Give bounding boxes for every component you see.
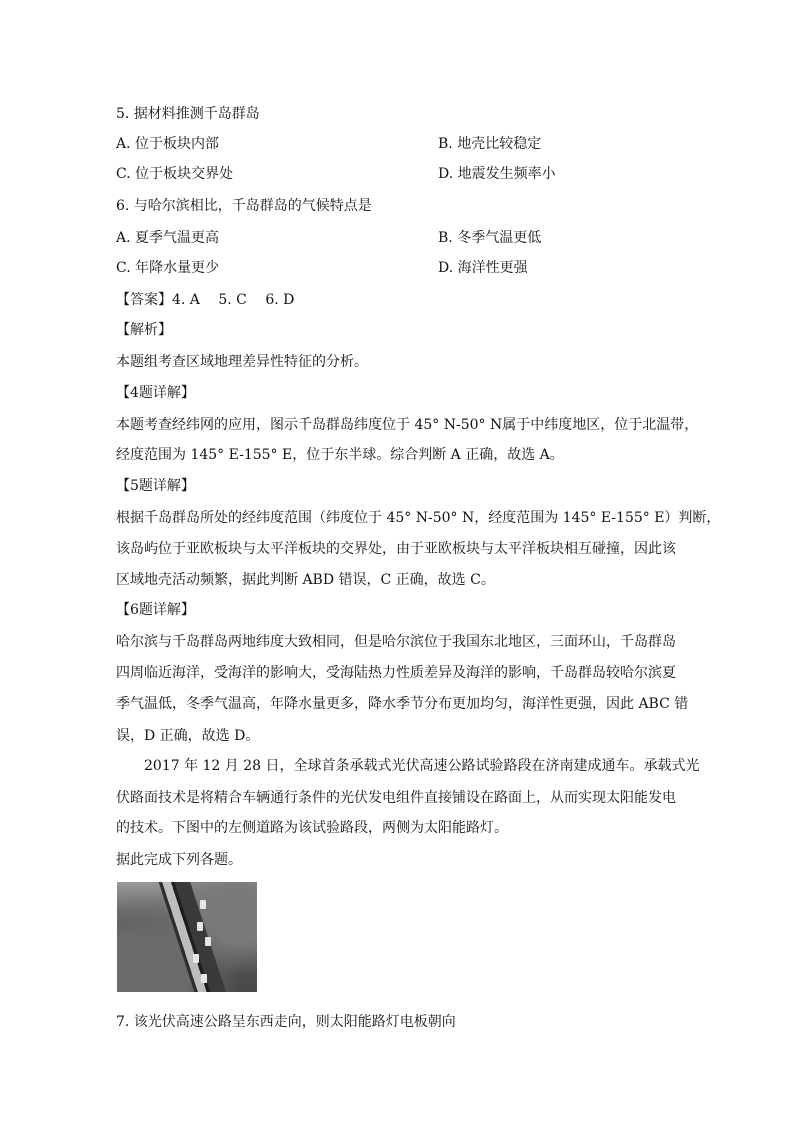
detail4-line-2: 经度范围为 145° E-155° E，位于东半球。综合判断 A 正确，故选 A。 xyxy=(116,447,564,463)
car-shape xyxy=(201,974,207,983)
detail6-line-4: 误，D 正确，故选 D。 xyxy=(116,728,260,744)
car-shape xyxy=(205,937,211,946)
detail6-line-1: 哈尔滨与千岛群岛两地纬度大致相同，但是哈尔滨位于我国东北地区，三面环山，千岛群岛 xyxy=(116,634,676,650)
q6-option-a: A. 夏季气温更高 xyxy=(116,230,220,246)
detail6-line-3: 季气温低，冬季气温高，年降水量更多，降水季节分布更加均匀，海洋性更强，因此 ABC 错 xyxy=(116,696,689,712)
material-line-3: 的技术。下图中的左侧道路为该试验路段，两侧为太阳能路灯。 xyxy=(116,820,508,836)
q6-option-c: C. 年降水量更少 xyxy=(116,260,220,276)
q5-option-a: A. 位于板块内部 xyxy=(116,136,220,152)
car-shape xyxy=(200,900,206,909)
material-prompt: 据此完成下列各题。 xyxy=(116,852,242,868)
analysis-title: 【解析】 xyxy=(116,322,172,338)
q6-option-b: B. 冬季气温更低 xyxy=(438,230,542,246)
detail5-line-2: 该岛屿位于亚欧板块与太平洋板块的交界处，由于亚欧板块与太平洋板块相互碰撞，因此该 xyxy=(116,541,676,557)
car-shape xyxy=(197,922,203,931)
detail4-title: 【4题详解】 xyxy=(116,385,195,401)
detail5-title: 【5题详解】 xyxy=(116,478,195,494)
detail4-line-1: 本题考查经纬网的应用，图示千岛群岛纬度位于 45° N-50° N属于中纬度地区，位于北温带， xyxy=(116,417,699,433)
detail5-line-1: 根据千岛群岛所处的经纬度范围（纬度位于 45° N-50° N，经度范围为 145° E-155° E）判断， xyxy=(116,510,721,526)
q6-stem: 6. 与哈尔滨相比，千岛群岛的气候特点是 xyxy=(116,198,372,214)
car-shape xyxy=(193,954,199,963)
detail5-line-3: 区域地壳活动频繁，据此判断 ABD 错误，C 正确，故选 C。 xyxy=(116,572,495,588)
q5-option-c: C. 位于板块交界处 xyxy=(116,166,234,182)
q6-option-d: D. 海洋性更强 xyxy=(438,260,528,276)
q5-option-b: B. 地壳比较稳定 xyxy=(438,136,542,152)
material-line-2: 伏路面技术是将精合车辆通行条件的光伏发电组件直接铺设在路面上，从而实现太阳能发电 xyxy=(116,790,676,806)
detail6-title: 【6题详解】 xyxy=(116,602,195,618)
q5-option-d: D. 地震发生频率小 xyxy=(438,166,556,182)
q7-stem: 7. 该光伏高速公路呈东西走向，则太阳能路灯电板朝向 xyxy=(116,1014,456,1030)
material-line-1: 2017 年 12 月 28 日，全球首条承载式光伏高速公路试验路段在济南建成通车。承载式光 xyxy=(144,758,700,774)
answer-line: 【答案】4. A 5. C 6. D xyxy=(116,292,295,308)
analysis-text: 本题组考查区域地理差异性特征的分析。 xyxy=(116,354,368,370)
detail6-line-2: 四周临近海洋，受海洋的影响大，受海陆热力性质差异及海洋的影响，千岛群岛较哈尔滨夏 xyxy=(116,665,676,681)
solar-highway-photo xyxy=(117,882,257,992)
q5-stem: 5. 据材料推测千岛群岛 xyxy=(116,106,260,122)
